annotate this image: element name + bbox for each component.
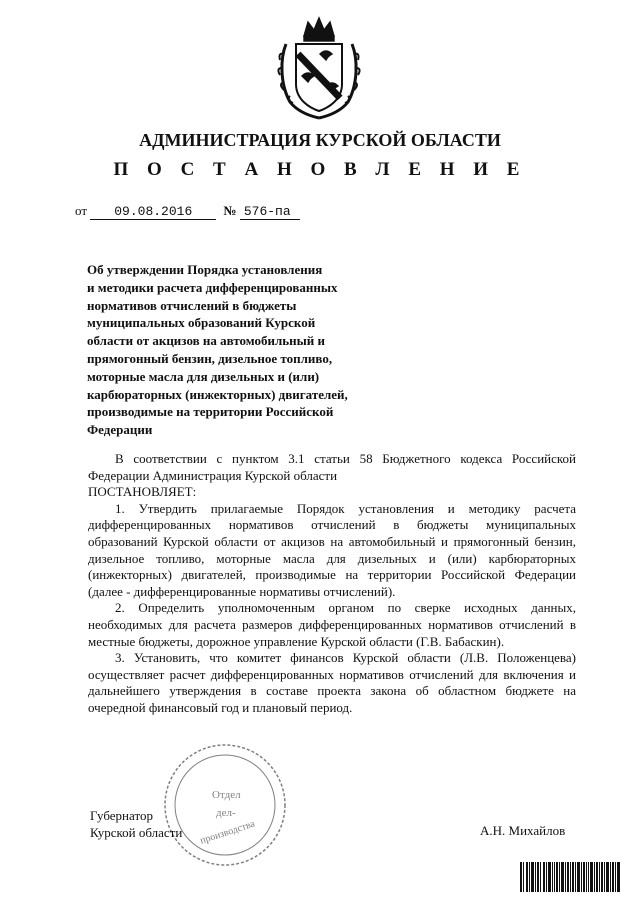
title-line: моторные масла для дизельных и (или) — [87, 368, 320, 384]
title-line: муниципальных образований Курской — [87, 315, 316, 331]
document-body — [88, 451, 576, 717]
document-type: П О С Т А Н О В Л Е Н И Е — [113, 159, 527, 180]
document-title — [87, 261, 387, 439]
preamble-paragraph: В соответствии с пунктом 3.1 статьи 58 Бюджетного кодекса Российской Федерации Администрация Курской области — [88, 451, 576, 483]
body-item-3: 3. Установить, что комитет финансов Курской области (Л.В. Положенцева) осуществляет расчет дифференцированных нормативов отчислений для включения и дальнейшего утверждения в составе проекта закона об областном бюджете на очередной финансовый год и плановый период. — [88, 650, 576, 715]
title-line: карбюраторных (инжекторных) двигателей, — [87, 386, 348, 402]
title-line: прямогонный бензин, дизельное топливо, — [87, 350, 333, 366]
document-number: 576-па — [240, 205, 300, 220]
number-label: № — [223, 203, 237, 218]
signatory-title-line-2: Курской области — [90, 824, 183, 840]
coat-of-arms-emblem — [276, 14, 362, 120]
date-from-label: от — [75, 203, 88, 218]
date-number-line — [75, 203, 300, 220]
title-line: области от акцизов на автомобильный и — [87, 333, 326, 349]
signatory-title — [90, 808, 182, 841]
title-line: нормативов отчислений в бюджеты — [87, 297, 297, 313]
stamp-line-3: производства — [198, 818, 257, 847]
title-line: Об утверждении Порядка установления — [87, 262, 323, 277]
stamp-line-2: дел- — [216, 807, 236, 819]
title-line: и методики расчета дифференцированных — [87, 279, 338, 295]
body-item-2: 2. Определить уполномоченным органом по сверке исходных данных, необходимых для расчета размеров дифференцированных нормативов отчислений в местные бюджеты, дорожное управление Курской области (Г.В. Бабаскин). — [88, 600, 576, 649]
title-line: производимые на территории Российской — [87, 404, 334, 420]
signatory-title-line-1: Губернатор — [90, 808, 153, 823]
signatory-name: А.Н. Михайлов — [480, 823, 566, 838]
stamp-line-1: Отдел — [212, 789, 241, 801]
body-item-1: 1. Утвердить прилагаемые Порядок установления и методику расчета дифференцированных нормативов отчислений в бюджеты муниципальных образований Курской области от акцизов на автомобильный и прямогонный бензин, дизельное топливо, моторные масла для дизельных и (или) карбюраторных (инжекторных) двигателей, производимые на территории Российской Федерации (далее - дифференцированные нормативы отчислений). — [88, 500, 576, 599]
document-date: 09.08.2016 — [90, 205, 216, 220]
barcode — [520, 862, 620, 892]
authority-name: АДМИНИСТРАЦИЯ КУРСКОЙ ОБЛАСТИ — [139, 130, 501, 150]
office-stamp — [160, 740, 290, 870]
title-line: Федерации — [87, 422, 153, 438]
resolves-heading: ПОСТАНОВЛЯЕТ: — [88, 484, 197, 500]
